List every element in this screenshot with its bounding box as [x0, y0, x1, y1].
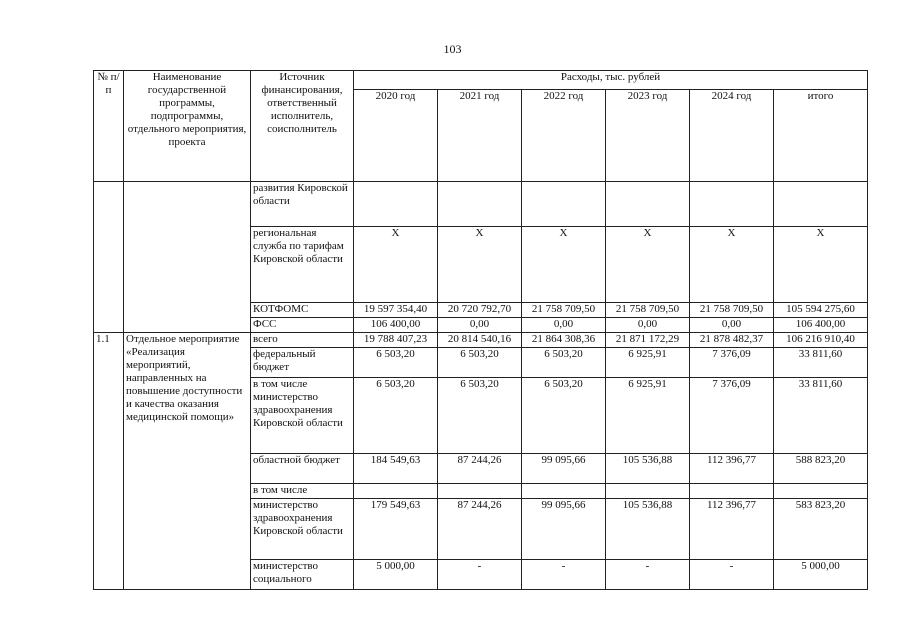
cell-value: - [438, 560, 522, 590]
cell-value: 106 400,00 [354, 318, 438, 333]
cell-value: 0,00 [606, 318, 690, 333]
cell-value [690, 484, 774, 499]
row-source: министерство здравоохранения Кировской области [251, 499, 354, 560]
cell-value [606, 484, 690, 499]
row-source: региональная служба по тарифам Кировской области [251, 227, 354, 303]
cell-value: 179 549,63 [354, 499, 438, 560]
row-source: федеральный бюджет [251, 348, 354, 378]
cell-value: 19 597 354,40 [354, 303, 438, 318]
cell-value: 20 720 792,70 [438, 303, 522, 318]
header-year: 2022 год [522, 90, 606, 182]
header-name: Наименование государственной программы, подпрограммы, отдельного мероприятия, проекта [124, 71, 251, 182]
cell-value: 33 811,60 [774, 348, 868, 378]
row-num [94, 182, 124, 333]
table-row [94, 182, 868, 227]
budget-table [93, 70, 868, 590]
table-row [94, 333, 868, 348]
cell-value: 105 536,88 [606, 454, 690, 484]
cell-value: Х [354, 227, 438, 303]
cell-value: 106 400,00 [774, 318, 868, 333]
cell-value [690, 182, 774, 227]
cell-value: 583 823,20 [774, 499, 868, 560]
cell-value: 33 811,60 [774, 378, 868, 454]
cell-value: 6 925,91 [606, 378, 690, 454]
cell-value: 6 925,91 [606, 348, 690, 378]
cell-value: 6 503,20 [522, 378, 606, 454]
cell-value: 5 000,00 [774, 560, 868, 590]
cell-value: 21 878 482,37 [690, 333, 774, 348]
header-source: Источник финансирования, ответственный исполнитель, соисполнитель [251, 71, 354, 182]
row-source: в том числе министерство здравоохранения Кировской области [251, 378, 354, 454]
cell-value: - [606, 560, 690, 590]
cell-value: 7 376,09 [690, 348, 774, 378]
cell-value: Х [690, 227, 774, 303]
row-source: областной бюджет [251, 454, 354, 484]
header-year: 2023 год [606, 90, 690, 182]
cell-value: 112 396,77 [690, 499, 774, 560]
cell-value [354, 182, 438, 227]
cell-value: 105 536,88 [606, 499, 690, 560]
cell-value: Х [606, 227, 690, 303]
cell-value: 184 549,63 [354, 454, 438, 484]
row-source: ФСС [251, 318, 354, 333]
cell-value: 87 244,26 [438, 454, 522, 484]
cell-value: Х [438, 227, 522, 303]
cell-value: 6 503,20 [354, 378, 438, 454]
cell-value: 0,00 [438, 318, 522, 333]
cell-value: - [690, 560, 774, 590]
page-number: 103 [443, 42, 462, 56]
row-source: всего [251, 333, 354, 348]
cell-value: 21 871 172,29 [606, 333, 690, 348]
row-source: министерство социального [251, 560, 354, 590]
header-total: итого [774, 90, 868, 182]
cell-value [522, 182, 606, 227]
cell-value: 87 244,26 [438, 499, 522, 560]
cell-value: 21 864 308,36 [522, 333, 606, 348]
cell-value [606, 182, 690, 227]
cell-value: 0,00 [690, 318, 774, 333]
cell-value: 21 758 709,50 [690, 303, 774, 318]
cell-value: - [522, 560, 606, 590]
cell-value: 20 814 540,16 [438, 333, 522, 348]
header-num: № п/п [94, 71, 124, 182]
header-expenses: Расходы, тыс. рублей [354, 71, 868, 90]
cell-value: 21 758 709,50 [522, 303, 606, 318]
cell-value: 6 503,20 [522, 348, 606, 378]
header-year: 2021 год [438, 90, 522, 182]
cell-value: 0,00 [522, 318, 606, 333]
row-source: в том числе [251, 484, 354, 499]
cell-value: 7 376,09 [690, 378, 774, 454]
row-num: 1.1 [94, 333, 124, 590]
cell-value: 21 758 709,50 [606, 303, 690, 318]
cell-value [438, 182, 522, 227]
cell-value: Х [774, 227, 868, 303]
header-year: 2020 год [354, 90, 438, 182]
cell-value: Х [522, 227, 606, 303]
row-name: Отдельное мероприятие «Реализация мероприятий, направленных на повышение доступности и качества оказания медицинской помощи» [124, 333, 251, 590]
cell-value: 6 503,20 [438, 348, 522, 378]
row-source: КОТФОМС [251, 303, 354, 318]
cell-value [522, 484, 606, 499]
cell-value: 99 095,66 [522, 454, 606, 484]
cell-value [354, 484, 438, 499]
header-year: 2024 год [690, 90, 774, 182]
cell-value: 6 503,20 [438, 378, 522, 454]
cell-value: 5 000,00 [354, 560, 438, 590]
cell-value [774, 484, 868, 499]
row-source: развития Кировской области [251, 182, 354, 227]
cell-value [774, 182, 868, 227]
cell-value: 588 823,20 [774, 454, 868, 484]
cell-value: 106 216 910,40 [774, 333, 868, 348]
cell-value: 112 396,77 [690, 454, 774, 484]
cell-value: 6 503,20 [354, 348, 438, 378]
cell-value: 19 788 407,23 [354, 333, 438, 348]
cell-value: 105 594 275,60 [774, 303, 868, 318]
cell-value [438, 484, 522, 499]
row-name [124, 182, 251, 333]
cell-value: 99 095,66 [522, 499, 606, 560]
